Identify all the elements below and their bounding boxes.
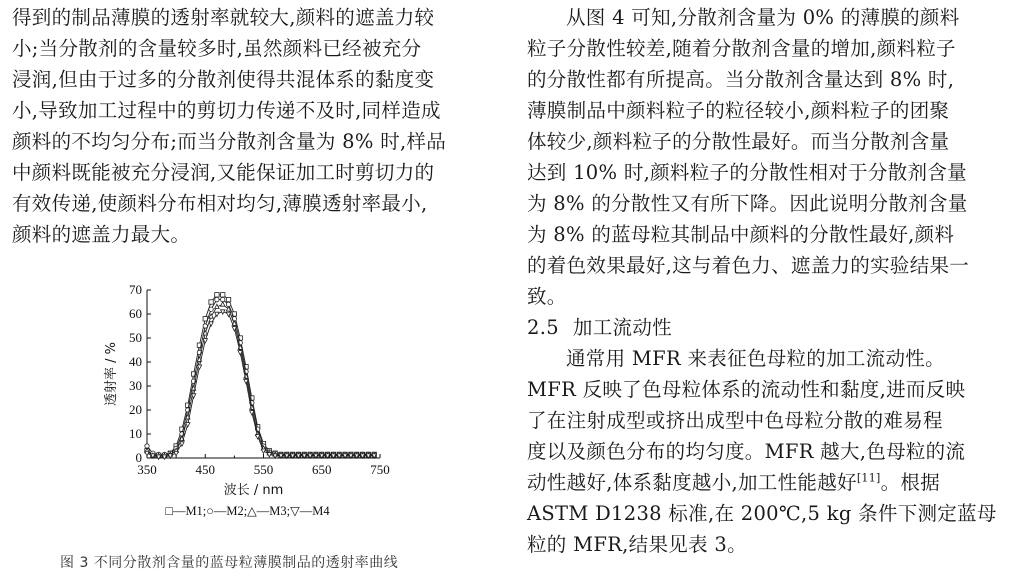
text-line: 通常用 MFR 来表征色母粒的加工流动性。 (566, 347, 945, 370)
data-point-m4 (203, 339, 207, 343)
transmittance-chart (95, 282, 395, 522)
text-line: 小;当分散剂的含量较多时,虽然颜料已经被充分 (12, 37, 422, 60)
section-number: 2.5 (527, 316, 559, 339)
data-point-m4 (226, 312, 230, 316)
data-point-m4 (156, 455, 160, 459)
text-line: 为 8% 的分散性又有所下降。因此说明分散剂含量 (527, 192, 968, 215)
figure-caption: 图 3 不同分散剂含量的蓝母粒薄膜制品的透射率曲线 (60, 555, 399, 571)
data-point-m2 (215, 297, 219, 301)
data-point-m2 (209, 307, 213, 311)
text-line (527, 467, 1003, 498)
section-heading (527, 312, 1003, 343)
x-tick-label: 450 (195, 462, 215, 477)
text-line: 中颜料既能被充分浸润,又能保证加工时剪切力的 (12, 161, 435, 184)
text-line: 度以及颜色分布的均匀度。MFR 越大,色母粒的流 (527, 440, 966, 463)
text-line: ASTM D1238 标准,在 200℃,5 kg 条件下测定蓝母 (527, 502, 997, 525)
left-paragraph (12, 2, 494, 250)
data-point-m4 (162, 455, 166, 459)
text-line: 的着色效果最好,这与着色力、遮盖力的实验结果一 (527, 254, 970, 277)
text-line: 致。 (527, 285, 567, 308)
x-tick-label: 650 (312, 462, 332, 477)
citation-ref[interactable]: [11] (856, 471, 881, 485)
data-point-m4 (209, 322, 213, 326)
text-line: 颜料的不均匀分布;而当分散剂含量为 8% 时,样品 (12, 130, 447, 153)
data-point-m4 (221, 310, 225, 314)
left-column (12, 2, 494, 250)
text-line: 从图 4 可知,分散剂含量为 0% 的薄膜的颜料 (566, 6, 960, 29)
data-point-m1 (209, 300, 213, 304)
text-line: 粒子分散性较差,随着分散剂含量的增加,颜料粒子 (527, 37, 956, 60)
y-axis-label: 透射率 / % (104, 342, 119, 406)
y-tick-label: 60 (129, 306, 142, 321)
y-tick-label: 10 (129, 426, 142, 441)
transmittance-figure (95, 282, 395, 522)
text-line: 薄膜制品中颜料粒子的粒径较小,颜料粒子的团聚 (527, 99, 950, 122)
text-line: 颜料的遮盖力最大。 (12, 223, 191, 246)
text-line: 的分散性都有所提高。当分散剂含量达到 8% 时, (527, 68, 955, 91)
y-tick-label: 0 (135, 450, 142, 465)
text-line: 浸润,但由于过多的分散剂使得共混体系的黏度变 (12, 68, 435, 91)
text-line: 为 8% 的蓝母粒其制品中颜料的分散性最好,颜料 (527, 223, 955, 246)
chart-legend: □—M1;○—M2;△—M3;▽—M4 (165, 504, 330, 518)
data-point-m4 (267, 453, 271, 457)
text-line: 小,导致加工过程中的剪切力传递不及时,同样造成 (12, 99, 441, 122)
y-tick-label: 40 (129, 354, 142, 369)
x-tick-label: 350 (137, 462, 157, 477)
text-line: 得到的制品薄膜的透射率就较大,颜料的遮盖力较 (12, 6, 435, 29)
x-tick-label: 550 (253, 462, 274, 477)
data-point-m4 (186, 423, 190, 427)
data-point-m1 (226, 297, 230, 301)
right-column (527, 2, 1003, 560)
data-point-m3 (221, 302, 225, 306)
y-tick-label: 50 (129, 330, 142, 345)
text-run: 动性越好,体系黏度越小,加工性能越好 (527, 471, 857, 494)
text-line: 有效传递,使颜料分布相对均匀,薄膜透射率最小, (12, 192, 428, 215)
text-line: 体较少,颜料粒子的分散性最好。而当分散剂含量 (527, 130, 950, 153)
data-point-m1 (221, 293, 225, 297)
data-point-m4 (261, 449, 265, 453)
text-line: 达到 10% 时,颜料粒子的分散性相对于分散剂含量 (527, 161, 967, 184)
y-tick-label: 30 (129, 378, 142, 393)
text-line: 了在注射成型或挤出成型中色母粒分散的难易程 (527, 409, 943, 432)
x-tick-label: 750 (370, 462, 390, 477)
y-tick-label: 20 (129, 402, 142, 417)
y-tick-label: 70 (129, 282, 142, 297)
right-paragraph-1 (527, 2, 1003, 312)
right-paragraph-2 (527, 343, 1003, 560)
data-point-m4 (145, 451, 149, 455)
data-point-m1 (215, 293, 219, 297)
x-axis-label: 波长 / nm (223, 483, 284, 498)
text-line: 粒的 MFR,结果见表 3。 (527, 533, 747, 556)
text-run: 。根据 (880, 471, 940, 494)
section-title: 加工流动性 (572, 316, 672, 339)
text-line: MFR 反映了色母粒体系的流动性和黏度,进而反映 (527, 378, 966, 401)
data-point-m3 (215, 304, 219, 308)
data-point-m4 (174, 451, 178, 455)
